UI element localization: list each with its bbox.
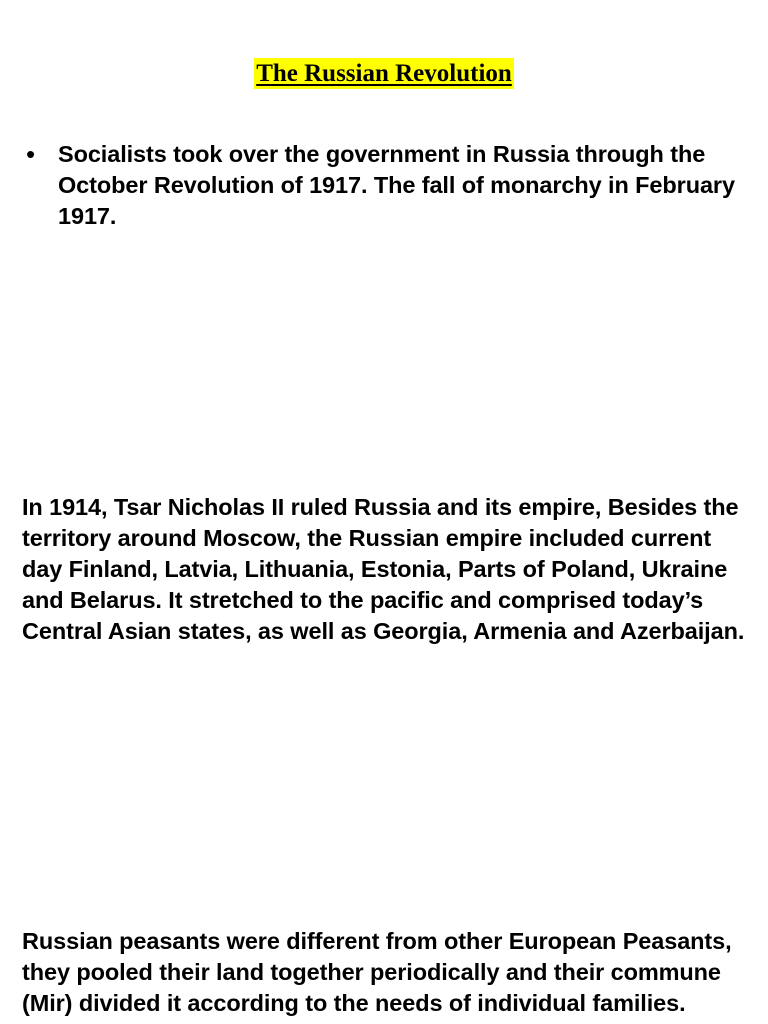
bullet-list-item bbox=[26, 139, 746, 232]
paragraph-russian-peasants: Russian peasants were different from other European Peasants, they pooled their land together periodically and their commune (Mir) divided it according to the needs of individual families. bbox=[22, 928, 732, 1016]
bullet-icon: • bbox=[26, 139, 36, 169]
bullet-text: Socialists took over the government in Russia through the October Revolution of 1917. The fall of monarchy in February 1917. bbox=[58, 141, 735, 229]
title-container bbox=[0, 58, 768, 89]
page-title: The Russian Revolution bbox=[256, 60, 512, 87]
paragraph-tsar-empire: In 1914, Tsar Nicholas II ruled Russia and its empire, Besides the territory around Moscow, the Russian empire included current day Finland, Latvia, Lithuania, Estonia, Parts of Poland, Ukraine and Belarus. It stretched to the pacific and comprised today’s Central Asian states, as well as Georgia, Armenia and Azerbaijan. bbox=[22, 494, 745, 644]
